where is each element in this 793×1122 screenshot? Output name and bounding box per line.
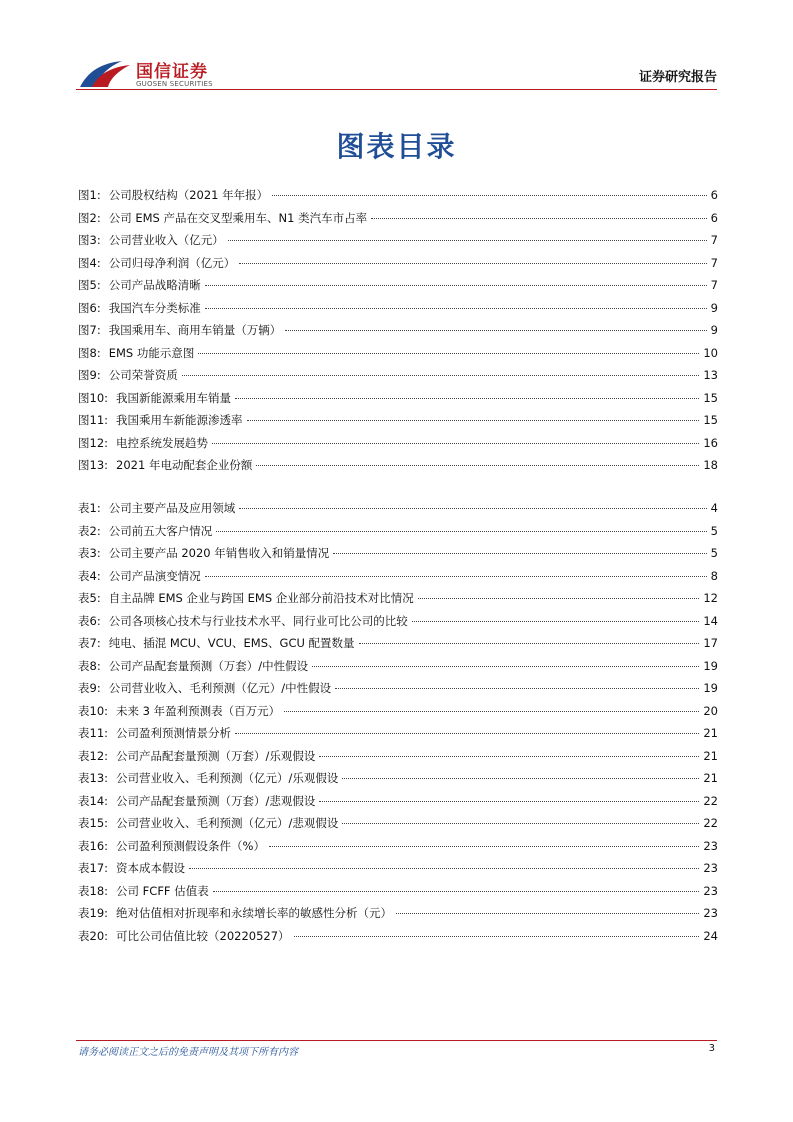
entry-label: 表15:: [78, 816, 109, 830]
table-entry[interactable]: [78, 905, 718, 928]
entry-label: 图12:: [78, 435, 109, 450]
dot-leader: [333, 553, 706, 554]
entry-title: 公司各项核心技术与行业技术水平、同行业可比公司的比较: [108, 613, 408, 628]
entry-label: 表5:: [78, 591, 101, 605]
dot-leader: [205, 576, 707, 577]
table-entry[interactable]: [78, 928, 718, 951]
table-entry[interactable]: [78, 545, 718, 568]
table-entry[interactable]: [78, 725, 718, 748]
entry-page: 14: [703, 613, 718, 628]
entry-page: 24: [703, 928, 718, 943]
entry-title: 我国新能源乘用车销量: [116, 390, 232, 405]
entry-label: 表13:: [78, 771, 109, 785]
header-divider: [76, 89, 717, 90]
entry-title: 公司产品配套量预测（万套）/中性假设: [108, 658, 309, 673]
dot-leader: [319, 756, 699, 757]
entry-label: 表3:: [78, 546, 101, 560]
figure-entry[interactable]: [78, 345, 718, 368]
entry-page: 18: [703, 458, 718, 472]
table-entry[interactable]: [78, 523, 718, 546]
entry-label: 表20:: [78, 928, 109, 943]
figure-entry[interactable]: [78, 367, 718, 390]
dot-leader: [247, 420, 700, 421]
dot-leader: [182, 375, 700, 376]
entry-label: 图9:: [78, 368, 101, 382]
entry-label: 表16:: [78, 838, 109, 853]
dot-leader: [213, 891, 700, 892]
entry-title: 公司产品配套量预测（万套）/悲观假设: [116, 793, 316, 808]
entry-page: 5: [710, 523, 718, 538]
entry-title: 公司股权结构（2021 年年报）: [108, 188, 269, 202]
table-entry[interactable]: [78, 883, 718, 906]
entry-page: 5: [710, 546, 718, 560]
figure-entry[interactable]: [78, 210, 718, 233]
entry-title: 我国汽车分类标准: [108, 300, 201, 315]
entry-label: 表6:: [78, 613, 101, 628]
entry-page: 16: [703, 435, 718, 450]
entry-page: 23: [703, 906, 718, 920]
entry-title: 公司营业收入、毛利预测（亿元）/中性假设: [108, 681, 332, 695]
entry-page: 13: [703, 368, 718, 382]
figure-entry[interactable]: [78, 300, 718, 323]
dot-leader: [284, 711, 699, 712]
dot-leader: [342, 778, 699, 779]
entry-page: 9: [710, 300, 718, 315]
entry-label: 表7:: [78, 636, 101, 650]
entry-title: 未来 3 年盈利预测表（百万元）: [116, 703, 281, 718]
report-type-label: 证券研究报告: [638, 70, 717, 85]
entry-title: 我国乘用车、商用车销量（万辆）: [108, 323, 282, 337]
entry-label: 表12:: [78, 748, 109, 763]
footer-divider: [76, 1040, 717, 1041]
entry-title: 资本成本假设: [116, 861, 186, 875]
entry-label: 表18:: [78, 883, 109, 898]
table-entry[interactable]: [78, 658, 718, 681]
table-entry[interactable]: [78, 635, 718, 658]
entry-label: 图3:: [78, 233, 101, 247]
table-entry[interactable]: [78, 748, 718, 771]
dot-leader: [239, 263, 706, 264]
entry-page: 22: [703, 816, 718, 830]
entry-title: 公司主要产品 2020 年销售收入和销量情况: [108, 546, 330, 560]
dot-leader: [396, 913, 699, 914]
figure-entry[interactable]: [78, 390, 718, 413]
footer-disclaimer: 请务必阅读正文之后的免责声明及其项下所有内容: [78, 1047, 298, 1058]
dot-leader: [235, 398, 699, 399]
figure-entry[interactable]: [78, 255, 718, 278]
dot-leader: [239, 508, 706, 509]
entry-title: 公司归母净利润（亿元）: [108, 255, 236, 270]
page-title: 图表目录: [336, 130, 457, 163]
entry-page: 19: [703, 681, 718, 695]
entry-page: 21: [703, 726, 718, 740]
entry-title: 公司 FCFF 估值表: [116, 883, 209, 898]
table-entry[interactable]: [78, 590, 718, 613]
dot-leader: [294, 936, 700, 937]
entry-page: 9: [710, 323, 718, 337]
entry-title: 2021 年电动配套企业份额: [116, 458, 253, 472]
dot-leader: [269, 846, 699, 847]
entry-page: 22: [703, 793, 718, 808]
entry-page: 6: [710, 210, 718, 225]
table-entry[interactable]: [78, 793, 718, 816]
entry-title: EMS 功能示意图: [108, 345, 195, 360]
dot-leader: [272, 195, 707, 196]
entry-page: 15: [703, 390, 718, 405]
dot-leader: [359, 643, 700, 644]
table-entry[interactable]: [78, 703, 718, 726]
entry-label: 图7:: [78, 323, 101, 337]
dot-leader: [212, 443, 699, 444]
entry-page: 17: [703, 636, 718, 650]
page-number: 3: [708, 1043, 715, 1054]
figure-entry[interactable]: [78, 187, 718, 210]
table-entry[interactable]: [78, 838, 718, 861]
figure-entry[interactable]: [78, 457, 718, 480]
entry-label: 表17:: [78, 861, 109, 875]
entry-label: 表8:: [78, 658, 101, 673]
entry-label: 图10:: [78, 390, 109, 405]
entry-title: 可比公司估值比较（20220527）: [116, 928, 290, 943]
entry-page: 20: [703, 703, 718, 718]
entry-title: 公司盈利预测假设条件（%）: [116, 838, 265, 853]
dot-leader: [235, 733, 699, 734]
entry-label: 图8:: [78, 345, 101, 360]
entry-page: 23: [703, 838, 718, 853]
entry-title: 公司营业收入（亿元）: [108, 233, 224, 247]
entry-page: 7: [710, 233, 718, 247]
entry-label: 表14:: [78, 793, 109, 808]
entry-page: 19: [703, 658, 718, 673]
figure-list: [78, 187, 718, 480]
entry-title: 我国乘用车新能源渗透率: [116, 413, 243, 427]
entry-title: 公司产品战略清晰: [108, 278, 201, 292]
dot-leader: [335, 688, 699, 689]
table-entry[interactable]: [78, 770, 718, 793]
entry-page: 23: [703, 883, 718, 898]
entry-label: 表9:: [78, 681, 101, 695]
dot-leader: [285, 330, 706, 331]
table-entry[interactable]: [78, 860, 718, 883]
entry-label: 表1:: [78, 501, 101, 515]
entry-label: 表2:: [78, 523, 101, 538]
entry-label: 表19:: [78, 906, 109, 920]
entry-page: 4: [710, 501, 718, 515]
entry-label: 图5:: [78, 278, 101, 292]
entry-label: 表10:: [78, 703, 109, 718]
figure-entry[interactable]: [78, 435, 718, 458]
logo-text-cn: 国信证券: [136, 62, 208, 82]
entry-page: 6: [710, 188, 718, 202]
entry-label: 图2:: [78, 210, 101, 225]
table-entry[interactable]: [78, 500, 718, 523]
dot-leader: [319, 801, 699, 802]
table-entry[interactable]: [78, 568, 718, 591]
entry-page: 15: [703, 413, 718, 427]
entry-page: 23: [703, 861, 718, 875]
entry-label: 表4:: [78, 568, 101, 583]
dot-leader: [205, 308, 707, 309]
entry-title: 公司盈利预测情景分析: [116, 726, 232, 740]
dot-leader: [418, 598, 700, 599]
entry-label: 图11:: [78, 413, 109, 427]
entry-title: 绝对估值相对折现率和永续增长率的敏感性分析（元）: [116, 906, 393, 920]
figure-entry[interactable]: [78, 412, 718, 435]
company-logo: [78, 57, 238, 97]
entry-page: 21: [703, 748, 718, 763]
entry-page: 7: [710, 278, 718, 292]
figure-entry[interactable]: [78, 322, 718, 345]
dot-leader: [256, 465, 699, 466]
entry-title: 公司营业收入、毛利预测（亿元）/乐观假设: [116, 771, 339, 785]
figure-entry[interactable]: [78, 277, 718, 300]
entry-title: 纯电、插混 MCU、VCU、EMS、GCU 配置数量: [108, 636, 355, 650]
entry-title: 公司主要产品及应用领域: [108, 501, 236, 515]
dot-leader: [216, 531, 706, 532]
entry-title: 公司前五大客户情况: [108, 523, 213, 538]
logo-text-en: GUOSEN SECURITIES: [136, 80, 213, 88]
entry-page: 10: [703, 345, 718, 360]
entry-title: 电控系统发展趋势: [116, 435, 209, 450]
dot-leader: [342, 823, 699, 824]
dot-leader: [412, 621, 700, 622]
entry-title: 自主品牌 EMS 企业与跨国 EMS 企业部分前沿技术对比情况: [108, 591, 414, 605]
entry-label: 图4:: [78, 255, 101, 270]
entry-page: 21: [703, 771, 718, 785]
entry-label: 表11:: [78, 726, 109, 740]
entry-label: 图13:: [78, 458, 109, 472]
table-list: [78, 500, 718, 950]
entry-title: 公司荣誉资质: [108, 368, 178, 382]
entry-label: 图1:: [78, 188, 101, 202]
figure-entry[interactable]: [78, 232, 718, 255]
table-entry[interactable]: [78, 680, 718, 703]
table-entry[interactable]: [78, 613, 718, 636]
dot-leader: [189, 868, 699, 869]
entry-title: 公司产品演变情况: [108, 568, 201, 583]
entry-title: 公司营业收入、毛利预测（亿元）/悲观假设: [116, 816, 339, 830]
dot-leader: [371, 218, 707, 219]
entry-label: 图6:: [78, 300, 101, 315]
dot-leader: [228, 240, 707, 241]
entry-page: 12: [703, 591, 718, 605]
entry-title: 公司 EMS 产品在交叉型乘用车、N1 类汽车市占率: [108, 210, 368, 225]
entry-page: 8: [710, 568, 718, 583]
entry-title: 公司产品配套量预测（万套）/乐观假设: [116, 748, 316, 763]
dot-leader: [198, 353, 699, 354]
entry-page: 7: [710, 255, 718, 270]
dot-leader: [312, 666, 699, 667]
table-entry[interactable]: [78, 815, 718, 838]
guosen-logo-icon: [78, 57, 132, 91]
dot-leader: [205, 285, 707, 286]
